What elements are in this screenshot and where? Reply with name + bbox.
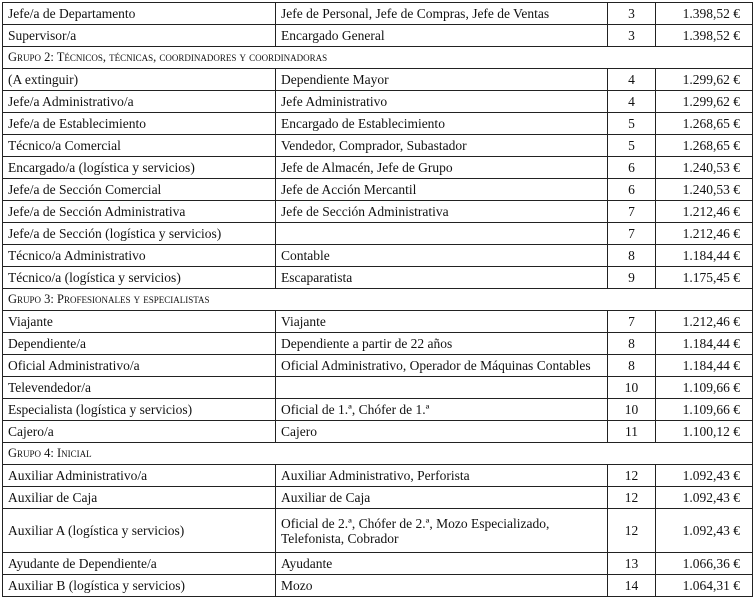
level-cell: 12	[608, 509, 656, 553]
level-cell: 13	[608, 553, 656, 575]
table-row	[3, 333, 753, 355]
category-cell: Jefe/a de Sección (logística y servicios)	[3, 223, 276, 245]
equivalence-cell: Jefe de Almacén, Jefe de Grupo	[276, 157, 608, 179]
table-row	[3, 91, 753, 113]
table-row	[3, 69, 753, 91]
category-cell: (A extinguir)	[3, 69, 276, 91]
category-cell: Jefe/a de Establecimiento	[3, 113, 276, 135]
category-cell: Jefe/a de Sección Administrativa	[3, 201, 276, 223]
equivalence-cell: Oficial de 2.ª, Chófer de 2.ª, Mozo Especializado, Telefonista, Cobrador	[276, 509, 608, 553]
table-row	[3, 311, 753, 333]
salary-cell: 1.109,66 €	[656, 399, 753, 421]
equivalence-cell: Encargado de Establecimiento	[276, 113, 608, 135]
level-cell: 3	[608, 3, 656, 25]
group-title: Grupo 3: Profesionales y especialistas	[3, 289, 753, 311]
equivalence-cell: Oficial de 1.ª, Chófer de 1.ª	[276, 399, 608, 421]
level-cell: 4	[608, 91, 656, 113]
equivalence-cell: Dependiente a partir de 22 años	[276, 333, 608, 355]
level-cell: 12	[608, 465, 656, 487]
salary-table	[2, 2, 753, 597]
level-cell: 3	[608, 25, 656, 47]
category-cell: Auxiliar de Caja	[3, 487, 276, 509]
table-row	[3, 575, 753, 597]
table-row	[3, 399, 753, 421]
equivalence-cell: Jefe de Sección Administrativa	[276, 201, 608, 223]
salary-cell: 1.212,46 €	[656, 223, 753, 245]
table-row	[3, 3, 753, 25]
salary-cell: 1.398,52 €	[656, 25, 753, 47]
category-cell: Viajante	[3, 311, 276, 333]
category-cell: Dependiente/a	[3, 333, 276, 355]
equivalence-cell: Jefe Administrativo	[276, 91, 608, 113]
level-cell: 8	[608, 245, 656, 267]
table-row	[3, 135, 753, 157]
category-cell: Supervisor/a	[3, 25, 276, 47]
equivalence-cell: Ayudante	[276, 553, 608, 575]
equivalence-cell: Vendedor, Comprador, Subastador	[276, 135, 608, 157]
category-cell: Ayudante de Dependiente/a	[3, 553, 276, 575]
category-cell: Técnico/a Comercial	[3, 135, 276, 157]
table-row	[3, 157, 753, 179]
salary-cell: 1.184,44 €	[656, 355, 753, 377]
table-row	[3, 267, 753, 289]
salary-cell: 1.092,43 €	[656, 509, 753, 553]
salary-cell: 1.212,46 €	[656, 201, 753, 223]
salary-table-body	[3, 3, 753, 597]
equivalence-cell	[276, 377, 608, 399]
level-cell: 6	[608, 157, 656, 179]
salary-cell: 1.398,52 €	[656, 3, 753, 25]
category-cell: Jefe/a de Sección Comercial	[3, 179, 276, 201]
table-row	[3, 245, 753, 267]
equivalence-cell: Jefe de Personal, Jefe de Compras, Jefe de Ventas	[276, 3, 608, 25]
level-cell: 12	[608, 487, 656, 509]
level-cell: 10	[608, 399, 656, 421]
category-cell: Jefe/a de Departamento	[3, 3, 276, 25]
table-row	[3, 465, 753, 487]
table-row	[3, 377, 753, 399]
salary-cell: 1.109,66 €	[656, 377, 753, 399]
equivalence-cell: Escaparatista	[276, 267, 608, 289]
level-cell: 4	[608, 69, 656, 91]
category-cell: Jefe/a Administrativo/a	[3, 91, 276, 113]
level-cell: 7	[608, 223, 656, 245]
level-cell: 6	[608, 179, 656, 201]
equivalence-cell: Auxiliar de Caja	[276, 487, 608, 509]
level-cell: 14	[608, 575, 656, 597]
category-cell: Cajero/a	[3, 421, 276, 443]
table-row	[3, 113, 753, 135]
salary-cell: 1.240,53 €	[656, 157, 753, 179]
table-row	[3, 487, 753, 509]
table-row	[3, 223, 753, 245]
salary-cell: 1.240,53 €	[656, 179, 753, 201]
level-cell: 9	[608, 267, 656, 289]
table-row	[3, 509, 753, 553]
salary-cell: 1.064,31 €	[656, 575, 753, 597]
level-cell: 5	[608, 113, 656, 135]
group-title: Grupo 4: Inicial	[3, 443, 753, 465]
group-header-row	[3, 443, 753, 465]
salary-cell: 1.100,12 €	[656, 421, 753, 443]
equivalence-cell: Viajante	[276, 311, 608, 333]
category-cell: Técnico/a Administrativo	[3, 245, 276, 267]
equivalence-cell: Cajero	[276, 421, 608, 443]
category-cell: Televendedor/a	[3, 377, 276, 399]
table-row	[3, 553, 753, 575]
level-cell: 5	[608, 135, 656, 157]
equivalence-cell: Auxiliar Administrativo, Perforista	[276, 465, 608, 487]
group-header-row	[3, 289, 753, 311]
table-row	[3, 421, 753, 443]
salary-cell: 1.092,43 €	[656, 487, 753, 509]
salary-cell: 1.212,46 €	[656, 311, 753, 333]
salary-cell: 1.299,62 €	[656, 91, 753, 113]
equivalence-cell: Encargado General	[276, 25, 608, 47]
table-row	[3, 25, 753, 47]
equivalence-cell: Oficial Administrativo, Operador de Máquinas Contables	[276, 355, 608, 377]
level-cell: 10	[608, 377, 656, 399]
salary-cell: 1.175,45 €	[656, 267, 753, 289]
category-cell: Técnico/a (logística y servicios)	[3, 267, 276, 289]
category-cell: Encargado/a (logística y servicios)	[3, 157, 276, 179]
equivalence-cell: Contable	[276, 245, 608, 267]
salary-cell: 1.066,36 €	[656, 553, 753, 575]
salary-cell: 1.184,44 €	[656, 333, 753, 355]
category-cell: Auxiliar B (logística y servicios)	[3, 575, 276, 597]
group-title: Grupo 2: Técnicos, técnicas, coordinadores y coordinadoras	[3, 47, 753, 69]
level-cell: 7	[608, 201, 656, 223]
salary-cell: 1.299,62 €	[656, 69, 753, 91]
salary-cell: 1.184,44 €	[656, 245, 753, 267]
salary-cell: 1.268,65 €	[656, 113, 753, 135]
equivalence-cell: Mozo	[276, 575, 608, 597]
equivalence-cell: Dependiente Mayor	[276, 69, 608, 91]
level-cell: 8	[608, 355, 656, 377]
table-row	[3, 355, 753, 377]
category-cell: Auxiliar A (logística y servicios)	[3, 509, 276, 553]
table-row	[3, 201, 753, 223]
level-cell: 7	[608, 311, 656, 333]
level-cell: 8	[608, 333, 656, 355]
equivalence-cell	[276, 223, 608, 245]
category-cell: Especialista (logística y servicios)	[3, 399, 276, 421]
group-header-row	[3, 47, 753, 69]
salary-cell: 1.092,43 €	[656, 465, 753, 487]
level-cell: 11	[608, 421, 656, 443]
table-row	[3, 179, 753, 201]
category-cell: Oficial Administrativo/a	[3, 355, 276, 377]
equivalence-cell: Jefe de Acción Mercantil	[276, 179, 608, 201]
salary-cell: 1.268,65 €	[656, 135, 753, 157]
category-cell: Auxiliar Administrativo/a	[3, 465, 276, 487]
